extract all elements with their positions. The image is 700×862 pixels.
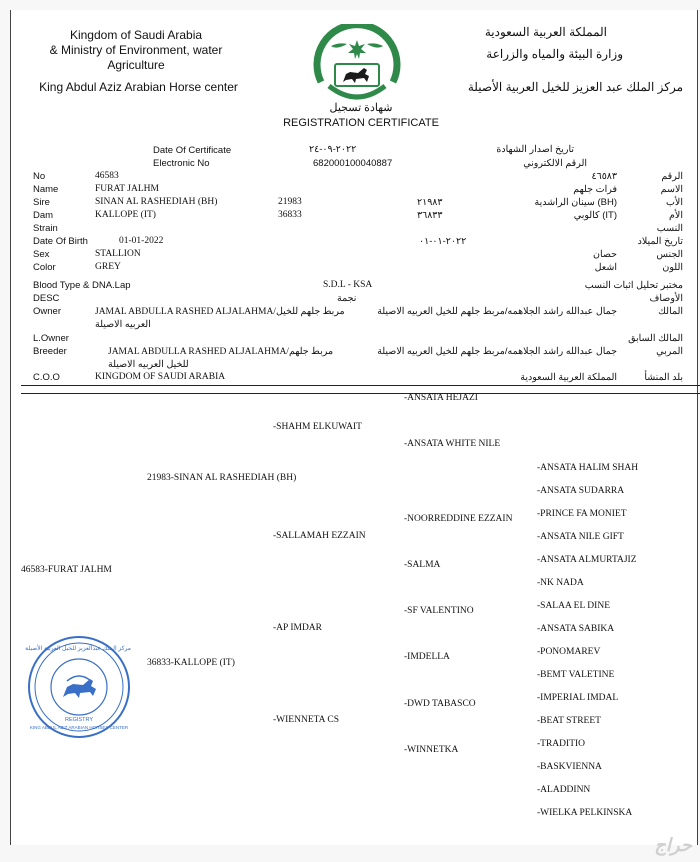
pedigree-gen4-13: -TRADITIO bbox=[537, 739, 586, 749]
strain-ar-label: النسب bbox=[656, 223, 683, 234]
title-en: REGISTRATION CERTIFICATE bbox=[283, 117, 439, 129]
sex-value: STALLION bbox=[95, 249, 141, 259]
pedigree-gen3-8: -WINNETKA bbox=[404, 745, 459, 755]
breeder-label: Breeder bbox=[33, 346, 67, 357]
no-ar-value: ٤٦٥٨٣ bbox=[591, 171, 617, 182]
pedigree-gen4-3: -PRINCE FA MONIET bbox=[537, 509, 627, 519]
seal-text-mid: REGISTRY bbox=[64, 717, 93, 723]
desc-ar-label: الأوصاف bbox=[649, 293, 683, 304]
no-value: 46583 bbox=[95, 171, 119, 181]
dam-value: KALLOPE (IT) bbox=[95, 210, 156, 220]
pedigree-gen2-2: -SALLAMAH EZZAIN bbox=[273, 531, 366, 541]
l-owner-ar-label: المالك السابق bbox=[628, 333, 683, 344]
color-label: Color bbox=[33, 262, 56, 273]
pedigree-gen4-2: -ANSATA SUDARRA bbox=[537, 486, 625, 496]
dob-label: Date Of Birth bbox=[33, 236, 88, 247]
name-value: FURAT JALHM bbox=[95, 184, 159, 194]
sire-number-ar: ٢١٩٨٣ bbox=[417, 197, 443, 208]
pedigree-gen3-4: -SALMA bbox=[404, 560, 441, 570]
no-ar-label: الرقم bbox=[661, 171, 683, 182]
header-en-line2: & Ministry of Environment, water bbox=[49, 43, 223, 57]
pedigree-gen4-12: -BEAT STREET bbox=[537, 716, 601, 726]
sire-value: SINAN AL RASHEDIAH (BH) bbox=[95, 197, 218, 207]
header-en-line3: Agriculture bbox=[107, 58, 165, 72]
color-value: GREY bbox=[95, 262, 121, 272]
breeder-value-line2: للخيل العربيه الاصيلة bbox=[108, 359, 189, 370]
electronic-no-label: Electronic No bbox=[153, 158, 210, 169]
title-ar: شهادة تسجيل bbox=[329, 102, 393, 114]
blood-type-value: S.D.L - KSA bbox=[323, 280, 373, 290]
pedigree-gen3-3: -NOORREDDINE EZZAIN bbox=[404, 514, 513, 524]
seal-text-bottom: KING ABDUL AZIZ ARABIAN HORSES CENTER bbox=[29, 725, 129, 730]
pedigree-gen4-1: -ANSATA HALIM SHAH bbox=[537, 463, 639, 473]
dob-ar-value: ٢٠٢٢-٠١-٠١ bbox=[419, 236, 467, 247]
logo-emblem-icon bbox=[307, 24, 407, 110]
pedigree-gen4-15: -ALADDINN bbox=[537, 785, 591, 795]
sex-ar-label: الجنس bbox=[656, 249, 683, 260]
certificate-sheet bbox=[10, 10, 698, 845]
coo-value: KINGDOM OF SAUDI ARABIA bbox=[95, 372, 226, 382]
pedigree-gen3-1: -ANSATA HEJAZI bbox=[404, 393, 478, 403]
pedigree-gen4-10: -BEMT VALETINE bbox=[537, 670, 615, 680]
pedigree-sire: 21983-SINAN AL RASHEDIAH (BH) bbox=[147, 473, 297, 483]
strain-label: Strain bbox=[33, 223, 58, 234]
coo-ar-label: بلد المنشأ bbox=[644, 372, 683, 383]
pedigree-gen3-7: -DWD TABASCO bbox=[404, 699, 476, 709]
pedigree-gen2-4: -WIENNETA CS bbox=[273, 715, 339, 725]
blood-type-ar-label: مختبر تحليل اثبات النسب bbox=[584, 280, 683, 291]
dob-value: 01-01-2022 bbox=[119, 236, 164, 246]
owner-value-line2: العربيه الاصيلة bbox=[95, 319, 151, 330]
dam-ar-value: (IT) كالوبي bbox=[573, 210, 617, 221]
section-divider bbox=[21, 385, 700, 386]
dam-number: 36833 bbox=[278, 210, 302, 220]
electronic-no-value: 682000100040887 bbox=[313, 158, 393, 169]
pedigree-gen3-5: -SF VALENTINO bbox=[404, 606, 474, 616]
desc-value: نجمة bbox=[337, 293, 357, 304]
pedigree-gen4-14: -BASKVIENNA bbox=[537, 762, 602, 772]
seal-text-top: مركز الملك عبدالعزيز للخيل العربية الأصيلة bbox=[25, 646, 131, 652]
pedigree-gen2-3: -AP IMDAR bbox=[273, 623, 322, 633]
sire-number: 21983 bbox=[278, 197, 302, 207]
watermark: حراج bbox=[654, 835, 692, 855]
breeder-ar-value: جمال عبدالله راشد الجلاهمه/مربط جلهم للخيل العربيه الاصيلة bbox=[377, 346, 617, 357]
header-en-line4: King Abdul Aziz Arabian Horse center bbox=[39, 80, 238, 94]
color-ar-label: اللون bbox=[662, 262, 683, 273]
name-ar-label: الاسم bbox=[660, 184, 683, 195]
sire-ar-value: (BH) سينان الراشدية bbox=[534, 197, 617, 208]
pedigree-gen4-9: -PONOMAREV bbox=[537, 647, 601, 657]
pedigree-gen4-16: -WIELKA PELKINSKA bbox=[537, 808, 633, 818]
pedigree-horse: 46583-FURAT JALHM bbox=[21, 565, 112, 575]
owner-ar-value: جمال عبدالله راشد الجلاهمه/مربط جلهم للخيل العربيه الاصيلة bbox=[377, 306, 617, 317]
pedigree-gen4-5: -ANSATA ALMURTAJIZ bbox=[537, 555, 637, 565]
pedigree-gen2-1: -SHAHM ELKUWAIT bbox=[273, 422, 362, 432]
header-ar-line1: المملكة العربية السعودية bbox=[484, 25, 607, 39]
date-of-certificate-label: Date Of Certificate bbox=[153, 145, 232, 156]
name-ar-value: فرات جلهم bbox=[573, 184, 617, 195]
pedigree-gen3-2: -ANSATA WHITE NILE bbox=[404, 439, 501, 449]
official-seal bbox=[27, 635, 131, 739]
kaahc-logo bbox=[307, 24, 407, 110]
dam-label: Dam bbox=[33, 210, 54, 221]
pedigree-gen4-6: -NK NADA bbox=[537, 578, 584, 588]
date-of-certificate-value: ٢٠٢٢-٠٩-٢٤ bbox=[309, 144, 357, 155]
header-ar-line3: مركز الملك عبد العزيز للخيل العربية الأصيلة bbox=[467, 80, 683, 94]
pedigree-gen4-8: -ANSATA SABIKA bbox=[537, 624, 615, 634]
date-of-certificate-label-ar: تاريخ اصدار الشهادة bbox=[496, 144, 574, 155]
owner-value: JAMAL ABDULLA RASHED ALJALAHMA/مربط جلهم للخيل bbox=[95, 307, 345, 317]
pedigree-gen3-6: -IMDELLA bbox=[404, 652, 450, 662]
dam-ar-label: الأم bbox=[669, 210, 683, 221]
sex-ar-value: حصان bbox=[593, 249, 617, 260]
no-label: No bbox=[33, 171, 46, 182]
dam-number-ar: ٣٦٨٣٣ bbox=[417, 210, 443, 221]
sire-label: Sire bbox=[33, 197, 50, 208]
pedigree-dam: 36833-KALLOPE (IT) bbox=[147, 658, 235, 668]
coo-ar-value: المملكة العربية السعودية bbox=[520, 372, 617, 383]
electronic-no-label-ar: الرقم الالكتروني bbox=[523, 158, 587, 169]
owner-label: Owner bbox=[33, 306, 61, 317]
sire-ar-label: الأب bbox=[665, 197, 683, 208]
color-ar-value: اشعل bbox=[594, 262, 617, 273]
blood-type-label: Blood Type & DNA.Lap bbox=[33, 280, 131, 291]
l-owner-label: L.Owner bbox=[33, 333, 69, 344]
breeder-value: JAMAL ABDULLA RASHED ALJALAHMA/مربط جلهم bbox=[108, 347, 334, 357]
pedigree-gen4-4: -ANSATA NILE GIFT bbox=[537, 532, 624, 542]
header-en-line1: Kingdom of Saudi Arabia bbox=[69, 28, 203, 42]
breeder-ar-label: المربي bbox=[656, 346, 683, 357]
desc-label: DESC bbox=[33, 293, 60, 304]
coo-label: C.O.O bbox=[33, 372, 60, 383]
name-label: Name bbox=[33, 184, 59, 195]
owner-ar-label: المالك bbox=[658, 306, 683, 317]
dob-ar-label: تاريخ الميلاد bbox=[637, 236, 683, 247]
section-divider-lower bbox=[21, 393, 700, 394]
header-ar-line2: وزارة البيئة والمياه والزراعة bbox=[486, 47, 623, 61]
pedigree-gen4-11: -IMPERIAL IMDAL bbox=[537, 693, 619, 703]
sex-label: Sex bbox=[33, 249, 50, 260]
pedigree-gen4-7: -SALAA EL DINE bbox=[537, 601, 610, 611]
